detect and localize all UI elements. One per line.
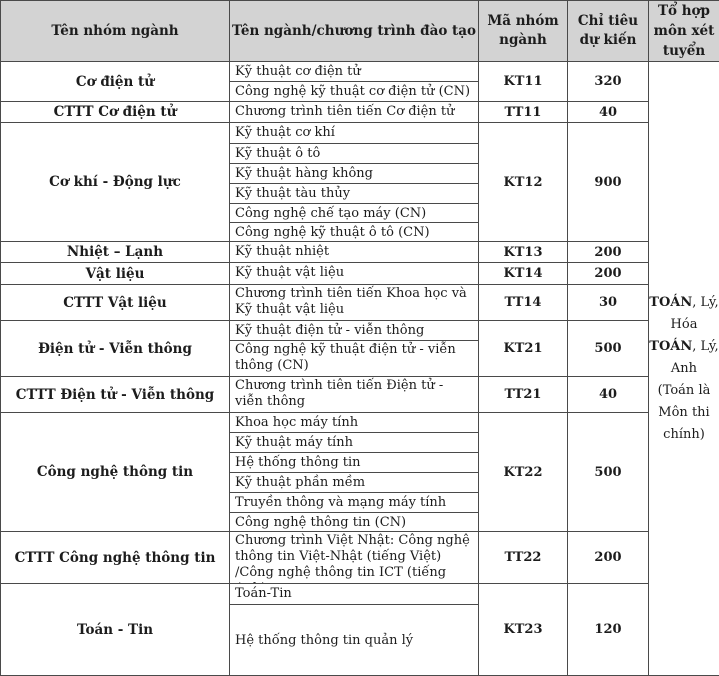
quota-value: 200 — [568, 242, 649, 263]
group-name: Toán - Tin — [1, 584, 230, 676]
table-row — [1, 413, 719, 532]
program-cell — [230, 242, 479, 263]
table-row — [1, 285, 719, 321]
subject-combination — [649, 62, 719, 676]
group-code: KT12 — [479, 123, 568, 242]
group-name: Nhiệt – Lạnh — [1, 242, 230, 263]
program-item: Kỹ thuật cơ khí — [230, 123, 478, 143]
group-name: CTTT Công nghệ thông tin — [1, 532, 230, 584]
combo-rest: , Lý, Hóa — [671, 295, 719, 332]
group-name: Cơ điện tử — [1, 62, 230, 102]
group-code: KT13 — [479, 242, 568, 263]
program-item: Kỹ thuật vật liệu — [230, 263, 478, 284]
group-code: KT14 — [479, 263, 568, 285]
header-row — [1, 1, 719, 62]
program-item: Kỹ thuật điện tử - viễn thông — [230, 321, 478, 340]
header-combo: Tổ hợp môn xét tuyển — [649, 1, 719, 62]
combo-rest: , Lý, Anh — [671, 339, 719, 376]
combo-note: (Toán là Môn thi chính) — [649, 380, 719, 446]
quota-value: 30 — [568, 285, 649, 321]
program-item: Công nghệ chế tạo máy (CN) — [230, 203, 478, 222]
group-code: TT14 — [479, 285, 568, 321]
group-code: KT23 — [479, 584, 568, 676]
program-item: Hệ thống thông tin quản lý — [230, 604, 478, 675]
program-item: Công nghệ kỹ thuật ô tô (CN) — [230, 222, 478, 241]
quota-value: 200 — [568, 532, 649, 584]
quota-value: 120 — [568, 584, 649, 676]
group-name: Cơ khí - Động lực — [1, 123, 230, 242]
header-program: Tên ngành/chương trình đào tạo — [230, 1, 479, 62]
group-name: CTTT Vật liệu — [1, 285, 230, 321]
program-item: Công nghệ kỹ thuật điện tử - viễn thông (CN) — [230, 340, 478, 376]
table-row — [1, 377, 719, 413]
program-item: Công nghệ thông tin (CN) — [230, 512, 478, 531]
quota-value: 200 — [568, 263, 649, 285]
program-item: Kỹ thuật hàng không — [230, 163, 478, 183]
program-item: Công nghệ kỹ thuật cơ điện tử (CN) — [230, 81, 478, 101]
program-item: Chương trình tiên tiến Khoa học và Kỹ thuật vật liệu — [230, 285, 478, 320]
table-row — [1, 242, 719, 263]
program-cell — [230, 123, 479, 242]
group-code: TT22 — [479, 532, 568, 584]
program-cell — [230, 263, 479, 285]
group-code: KT11 — [479, 62, 568, 102]
quota-value: 500 — [568, 321, 649, 377]
group-name: Công nghệ thông tin — [1, 413, 230, 532]
program-item: Kỹ thuật ô tô — [230, 143, 478, 163]
group-name: Điện tử - Viễn thông — [1, 321, 230, 377]
program-cell — [230, 321, 479, 377]
quota-value: 900 — [568, 123, 649, 242]
group-code: KT22 — [479, 413, 568, 532]
quota-value: 40 — [568, 102, 649, 123]
program-item: Truyền thông và mạng máy tính — [230, 492, 478, 512]
header-quota: Chỉ tiêu dự kiến — [568, 1, 649, 62]
program-cell — [230, 102, 479, 123]
program-cell — [230, 377, 479, 413]
table-row — [1, 321, 719, 377]
group-name: CTTT Điện tử - Viễn thông — [1, 377, 230, 413]
quota-value: 40 — [568, 377, 649, 413]
table-row — [1, 263, 719, 285]
program-item: Chương trình Việt Nhật: Công nghệ thông tin Việt-Nhật (tiếng Việt) /Công nghệ thông tin ICT (tiếng — [230, 532, 478, 583]
group-code: TT21 — [479, 377, 568, 413]
header-code: Mã nhóm ngành — [479, 1, 568, 62]
program-cell — [230, 584, 479, 676]
combo-subject-main: TOÁN — [649, 295, 692, 310]
table-row — [1, 532, 719, 584]
group-code: TT11 — [479, 102, 568, 123]
header-group: Tên nhóm ngành — [1, 1, 230, 62]
program-item: Toán-Tin — [230, 584, 478, 604]
program-cell — [230, 285, 479, 321]
program-item: Khoa học máy tính — [230, 413, 478, 432]
program-cell — [230, 413, 479, 532]
table-row — [1, 123, 719, 242]
quota-value: 500 — [568, 413, 649, 532]
program-item: Kỹ thuật phần mềm — [230, 472, 478, 492]
program-item: Kỹ thuật tàu thủy — [230, 183, 478, 203]
program-item: Chương trình tiên tiến Cơ điện tử — [230, 102, 478, 122]
program-cell — [230, 532, 479, 584]
program-item: Kỹ thuật nhiệt — [230, 242, 478, 262]
program-item: Chương trình tiên tiến Điện tử - viễn thông — [230, 377, 478, 412]
group-code: KT21 — [479, 321, 568, 377]
quota-value: 320 — [568, 62, 649, 102]
combo-subject-main: TOÁN — [649, 339, 692, 354]
program-cell — [230, 62, 479, 102]
program-item: Kỹ thuật cơ điện tử — [230, 62, 478, 81]
table-row — [1, 584, 719, 676]
table-row — [1, 102, 719, 123]
program-item: Hệ thống thông tin — [230, 452, 478, 472]
program-item: Kỹ thuật máy tính — [230, 432, 478, 452]
table-row — [1, 62, 719, 102]
group-name: CTTT Cơ điện tử — [1, 102, 230, 123]
group-name: Vật liệu — [1, 263, 230, 285]
